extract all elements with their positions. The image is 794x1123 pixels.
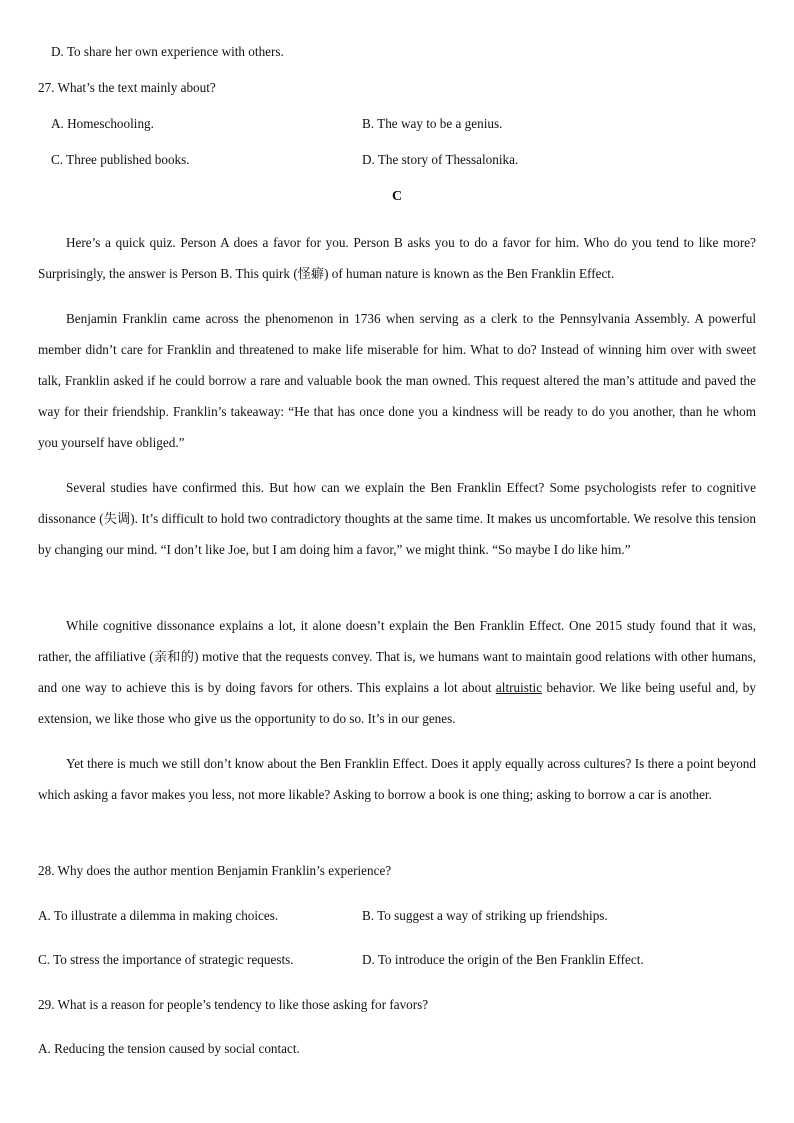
q29-question: 29. What is a reason for people’s tendency to like those asking for favors? [38,997,429,1012]
section-heading: C [391,189,403,204]
q28-question: 28. Why does the author mention Benjamin Franklin’s experience? [38,863,392,878]
q28-option-b: B. To suggest a way of striking up friendships. [362,908,608,923]
passage-paragraph-3: Several studies have confirmed this. But how can we explain the Ben Franklin Effect? Some psychologists refer to cognitive dissonance (失调). It’s difficult to hold two contradictory thoughts at the same time. It makes us uncomfortable. We resolve this tension by changing our mind. “I don’t like Joe, but I am doing him a favor,” we might think. “So maybe I do like him.” [38,480,756,557]
q28-option-d: D. To introduce the origin of the Ben Franklin Effect. [362,952,644,967]
q27-option-b: B. The way to be a genius. [362,116,503,131]
q27-option-c: C. Three published books. [51,152,190,167]
q27-question: 27. What’s the text mainly about? [38,80,216,95]
q28-option-c: C. To stress the importance of strategic requests. [38,952,294,967]
paragraph-4-text-after: behavior. We like being useful and, by extension, we like those who give us the opportunity to do so. It’s in our genes. [38,680,756,726]
q27-option-a: A. Homeschooling. [51,116,154,131]
passage-paragraph-4 [38,610,756,734]
q27-option-d: D. The story of Thessalonika. [362,152,519,167]
underlined-word-altruistic: altruistic [495,680,543,695]
q26-option-d: D. To share her own experience with others. [51,44,284,59]
passage-paragraph-1: Here’s a quick quiz. Person A does a favor for you. Person B asks you to do a favor for him. Who do you tend to like more? Surprisingly, the answer is Person B. This quirk (怪癖) of human nature is known as the Ben Franklin Effect. [38,235,756,281]
passage-paragraph-5: Yet there is much we still don’t know about the Ben Franklin Effect. Does it apply equally across cultures? Is there a point beyond which asking a favor makes you less, not more likable? Asking to borrow a book is one thing; asking to borrow a car is another. [38,756,756,802]
paragraph-4-text-before: While cognitive dissonance explains a lot, it alone doesn’t explain the Ben Franklin Effect. One 2015 study found that it was, rather, the affiliative (亲和的) motive that the requests convey. That is, we humans want to maintain good relations with other humans, and one way to achieve this is by doing favors for others. This explains a lot about [38,618,756,695]
passage-paragraph-2: Benjamin Franklin came across the phenomenon in 1736 when serving as a clerk to the Pennsylvania Assembly. A powerful member didn’t care for Franklin and threatened to make life miserable for him. What to do? Instead of winning him over with sweet talk, Franklin asked if he could borrow a rare and valuable book the man owned. This request altered the man’s attitude and paved the way for their friendship. Franklin’s takeaway: “He that has once done you a kindness will be ready to do you another, than he whom you yourself have obliged.” [38,311,756,450]
q28-option-a: A. To illustrate a dilemma in making choices. [38,908,279,923]
q29-option-a: A. Reducing the tension caused by social contact. [38,1041,300,1056]
